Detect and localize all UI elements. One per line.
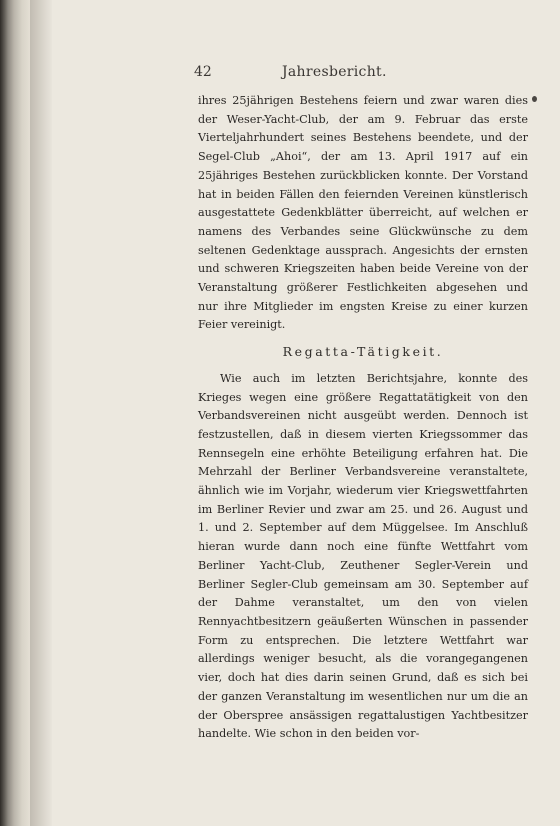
body-text [198, 92, 528, 744]
page-speck [532, 96, 537, 102]
paragraph-1: ihres 25jährigen Bestehens feiern und zwar waren dies der Weser-Yacht-Club, der am 9. Februar das erste Vierteljahrhundert seines Bestehens beendete, und der Segel-Club „Ahoi“, der am 13. April 1917 auf ein 25jähriges Bestehen zurückblicken konnte. Der Vorstand hat in beiden Fällen den feiernden Vereinen künstlerisch ausgestattete Gedenkblätter überreicht, auf welchen er namens des Verbandes seine Glückwünsche zu dem seltenen Gedenktage aussprach. Angesichts der ernsten und schweren Kriegszeiten haben beide Vereine von der Veranstaltung größerer Festlichkeiten abgesehen und nur ihre Mitglieder im engsten Kreise zu einer kurzen Feier vereinigt. [198, 94, 528, 332]
running-title: Jahresbericht. [282, 64, 387, 80]
section-heading: Regatta-Tätigkeit. [282, 344, 444, 360]
paragraph-2: Wie auch im letzten Berichtsjahre, konnte des Krieges wegen eine größere Regattatätigkeit von den Verbandsvereinen nicht ausgeübt werden. Dennoch ist festzustellen, daß in diesem vierten Kriegssommer das Rennsegeln eine erhöhte Beteiligung erfahren hat. Die Mehrzahl der Berliner Verbandsvereine veranstaltete, ähnlich wie im Vorjahr, wiederum vier Kriegswettfahrten im Berliner Revier und zwar am 25. und 26. August und 1. und 2. September auf dem Müggelsee. Im Anschluß hieran wurde dann noch eine fünfte Wettfahrt vom Berliner Yacht-Club, Zeuthener Segler-Verein und Berliner Segler-Club gemeinsam am 30. September auf der Dahme veranstaltet, um den von vielen Rennyachtbesitzern geäußerten Wünschen in passender Form zu entsprechen. Die letztere Wettfahrt war allerdings weniger besucht, als die vorangegangenen vier, doch hat dies darin seinen Grund, daß es sich bei der ganzen Veranstaltung im wesentlichen nur um die an der Oberspree ansässigen regattalustigen Yachtbesitzer handelte. Wie schon in den beiden vor- [198, 371, 528, 741]
page-gutter-shadow [30, 0, 52, 826]
book-page [52, 0, 560, 826]
page-number: 42 [194, 64, 212, 80]
book-spine [0, 0, 30, 826]
